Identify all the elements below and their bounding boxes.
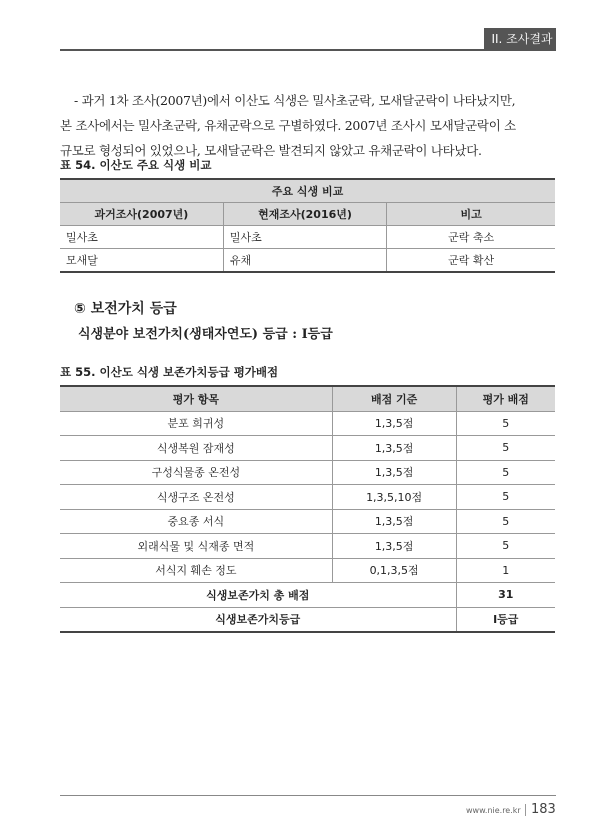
table-cell: 5 (456, 485, 555, 510)
table-cell: 구성식물종 온전성 (60, 460, 332, 485)
table-cell: 식생구조 온전성 (60, 485, 332, 510)
table-cell: 1,3,5점 (332, 436, 456, 461)
table54-header: 비고 (387, 203, 555, 226)
table-cell: 식생복원 잠재성 (60, 436, 332, 461)
table-row (60, 509, 555, 534)
table-cell: 분포 희귀성 (60, 411, 332, 436)
grade-label: 식생보존가치등급 (60, 607, 456, 632)
table54 (60, 178, 555, 273)
table-row (60, 558, 555, 583)
table-cell: 밀사초 (60, 226, 223, 249)
table54-header: 과거조사(2007년) (60, 203, 223, 226)
table-cell: 모새달 (60, 249, 223, 273)
table-row (60, 460, 555, 485)
table-row (60, 436, 555, 461)
table-cell: 서식지 훼손 정도 (60, 558, 332, 583)
table-cell: 중요종 서식 (60, 509, 332, 534)
table-cell: 군락 확산 (387, 249, 555, 273)
table-cell: 1,3,5점 (332, 411, 456, 436)
table55-header: 평가 항목 (60, 386, 332, 411)
table-cell: 5 (456, 411, 555, 436)
footer-rule (60, 795, 556, 796)
table-cell: 외래식물 및 식재종 면적 (60, 534, 332, 559)
table-cell: 1,3,5점 (332, 509, 456, 534)
paragraph-line: 본 조사에서는 밀사초군락, 유채군락으로 구별하였다. 2007년 조사시 모새달군락이 소 (60, 118, 516, 133)
table-cell: 1,3,5점 (332, 460, 456, 485)
table-row (60, 534, 555, 559)
table-row (60, 249, 555, 273)
section-header: II. 조사결과 (491, 32, 553, 46)
section-subtitle: 식생분야 보전가치(생태자연도) 등급 : Ⅰ등급 (78, 327, 333, 342)
page-number: 183 (531, 802, 556, 817)
table-cell: 1,3,5,10점 (332, 485, 456, 510)
table-cell: 1 (456, 558, 555, 583)
total-row (60, 583, 555, 608)
grade-row (60, 607, 555, 632)
table-cell: 0,1,3,5점 (332, 558, 456, 583)
table54-header: 현재조사(2016년) (223, 203, 386, 226)
grade-value: Ⅰ등급 (456, 607, 555, 632)
paragraph-line: - 과거 1차 조사(2007년)에서 이산도 식생은 밀사초군락, 모새달군락이 나타났지만, (74, 93, 516, 108)
table-cell: 밀사초 (223, 226, 386, 249)
table55-header: 평가 배점 (456, 386, 555, 411)
table55 (60, 385, 555, 633)
table55-header: 배점 기준 (332, 386, 456, 411)
table-cell: 5 (456, 436, 555, 461)
table-cell: 유채 (223, 249, 386, 273)
table-row (60, 226, 555, 249)
table-cell: 5 (456, 534, 555, 559)
table55-caption: 표 55. 이산도 식생 보존가치등급 평가배점 (60, 365, 279, 379)
table-row (60, 485, 555, 510)
footer-url: www.nie.re.kr (466, 806, 521, 815)
table-row (60, 411, 555, 436)
table54-caption: 표 54. 이산도 주요 식생 비교 (60, 158, 212, 172)
total-value: 31 (456, 583, 555, 608)
paragraph-line: 규모로 형성되어 있었으나, 모새달군락은 발견되지 않았고 유채군락이 나타났다. (60, 143, 482, 158)
table54-title: 주요 식생 비교 (60, 179, 555, 203)
body-paragraph (60, 88, 556, 163)
section-title: ⑤ 보전가치 등급 (74, 301, 177, 317)
footer-separator (525, 804, 526, 816)
table-cell: 군락 축소 (387, 226, 555, 249)
header-rule (60, 49, 556, 51)
total-label: 식생보존가치 총 배점 (60, 583, 456, 608)
table-cell: 5 (456, 509, 555, 534)
table-cell: 5 (456, 460, 555, 485)
table-cell: 1,3,5점 (332, 534, 456, 559)
